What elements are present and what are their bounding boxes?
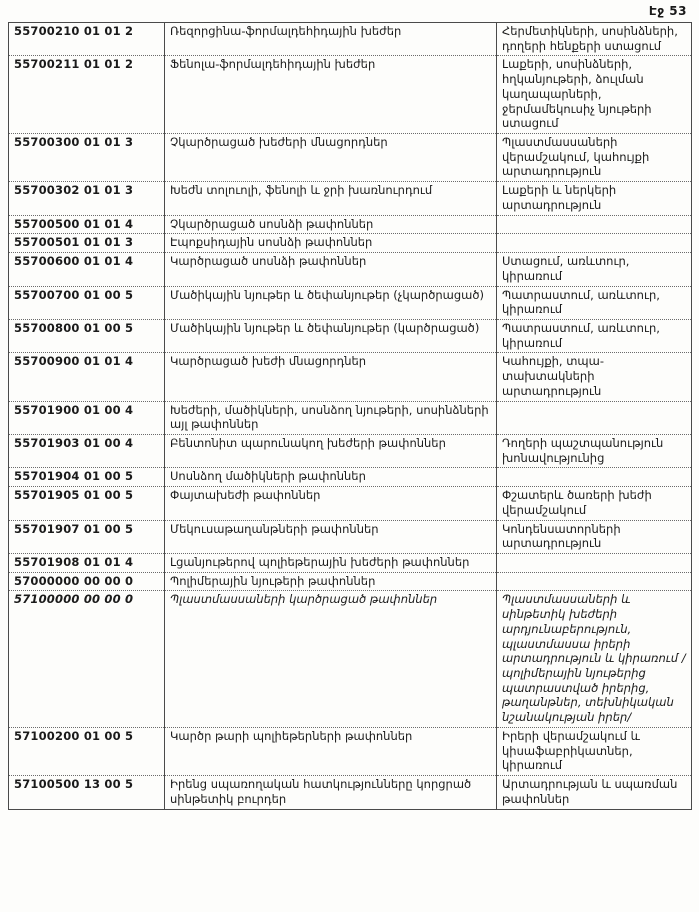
use-cell: Հերմետիկների, սոսինձների, դողերի հենքերի ստացում [497,23,692,56]
table-row [9,520,692,553]
use-cell [497,401,692,434]
use-cell: Կահույքի, տպա- տախտակների արտադրություն [497,353,692,401]
use-cell: Պլաստմասսաների և սինթետիկ խեժերի արդյունաբերություն, պլաստմասսա իրերի արտադրություն և կիրառում /պոլիմերային նյութերից պատրաստված իրերից, թաղանթներ, տեխնիկական նշանակության իրեր/ [497,591,692,727]
desc-cell: Կարծր թարի պոլիեթերների թափոններ [165,727,497,775]
desc-cell: Մեկուսաթաղանթների թափոններ [165,520,497,553]
desc-cell: Կարծրացած սոսնձի թափոններ [165,253,497,286]
waste-classification-table [8,22,692,810]
code-cell: 57100200 01 00 5 [9,727,165,775]
table-row [9,434,692,467]
table-row [9,401,692,434]
code-cell: 55701908 01 01 4 [9,554,165,573]
desc-cell: Պոլիմերային նյութերի թափոններ [165,572,497,591]
desc-cell: Իրենց սպառողական հատկությունները կորցրած սինթետիկ բուրդեր [165,776,497,809]
table-row [9,253,692,286]
code-cell: 55700211 01 01 2 [9,56,165,134]
table-row [9,727,692,775]
code-cell: 55700700 01 00 5 [9,286,165,319]
code-cell: 55701904 01 00 5 [9,468,165,487]
use-cell [497,234,692,253]
table-row [9,776,692,809]
table-row [9,234,692,253]
use-cell: Լաքերի և ներկերի արտադրություն [497,182,692,215]
table-row [9,215,692,234]
table-row [9,134,692,182]
desc-cell: Ռեզորցինա-ֆորմալդեհիդային խեժեր [165,23,497,56]
table-row [9,554,692,573]
code-cell: 55701900 01 00 4 [9,401,165,434]
code-cell: 55701903 01 00 4 [9,434,165,467]
use-cell: Լաքերի, սոսինձների, հղկանյութերի, ձուլման կաղապարների, ջերմամեկուսիչ նյութերի ստացում [497,56,692,134]
use-cell [497,554,692,573]
code-cell: 55700600 01 01 4 [9,253,165,286]
desc-cell: Բենտոնիտ պարունակող խեժերի թափոններ [165,434,497,467]
desc-cell: Ֆենոլա-ֆորմալդեհիդային խեժեր [165,56,497,134]
code-cell: 55700210 01 01 2 [14,24,134,38]
table-row [9,572,692,591]
table-row-emphasized [9,591,692,727]
table-row [9,319,692,352]
use-cell: Փշատերև ծառերի խեժի վերամշակում [497,487,692,520]
page-number: Էջ 53 [648,4,687,18]
code-cell: 55700302 01 01 3 [9,182,165,215]
desc-cell: Մածիկային նյութեր և ծեփանյութեր (չկարծրացած) [165,286,497,319]
table-row [9,286,692,319]
use-cell: Պլաստմասսաների վերամշակում, կահույքի արտադրություն [497,134,692,182]
desc-cell: Պլաստմասսաների կարծրացած թափոններ [165,591,497,727]
table-row [9,468,692,487]
code-cell: 55700500 01 01 4 [9,215,165,234]
desc-cell: Փայտախեժի թափոններ [165,487,497,520]
use-cell [497,215,692,234]
use-cell: Պատրաստում, առևտուր, կիրառում [497,319,692,352]
code-cell: 55700501 01 01 3 [9,234,165,253]
desc-cell: Խեժն տոլուոլի, ֆենոլի և ջրի խառնուրդում [165,182,497,215]
desc-cell: Խեժերի, մածիկների, սոսնձող նյութերի, սոսինձների այլ թափոններ [165,401,497,434]
use-cell: Կոնդենսատորների արտադրություն [497,520,692,553]
table-row [9,487,692,520]
use-cell [497,572,692,591]
desc-cell: Կարծրացած խեժի մնացորդներ [165,353,497,401]
desc-cell: Չկարծրացած խեժերի մնացորդներ [165,134,497,182]
code-cell: 55700900 01 01 4 [9,353,165,401]
use-cell [497,468,692,487]
code-cell: 55700300 01 01 3 [9,134,165,182]
desc-cell: Չկարծրացած սոսնձի թափոններ [165,215,497,234]
use-cell: Դողերի պաշտպանություն խոնավությունից [497,434,692,467]
code-cell: 57100000 00 00 0 [9,591,165,727]
table-row [9,56,692,134]
desc-cell: Սոսնձող մածիկների թափոններ [165,468,497,487]
use-cell: Իրերի վերամշակում և կիսաֆաբրիկատներ, կիրառում [497,727,692,775]
desc-cell: Մածիկային նյութեր և ծեփանյութեր (կարծրացած) [165,319,497,352]
code-cell: 55701905 01 00 5 [9,487,165,520]
code-cell: 55701907 01 00 5 [9,520,165,553]
table-row [9,182,692,215]
code-cell: 57000000 00 00 0 [9,572,165,591]
desc-cell: Էպոքսիդային սոսնձի թափոններ [165,234,497,253]
code-cell: 57100500 13 00 5 [9,776,165,809]
use-cell: Ստացում, առևտուր, կիրառում [497,253,692,286]
code-cell: 55700800 01 00 5 [9,319,165,352]
table-row [9,23,692,56]
table-row [9,353,692,401]
desc-cell: Լցանյութերով պոլիեթերային խեժերի թափոններ [165,554,497,573]
use-cell: Արտադրության և սպառման թափոններ [497,776,692,809]
use-cell: Պատրաստում, առևտուր, կիրառում [497,286,692,319]
